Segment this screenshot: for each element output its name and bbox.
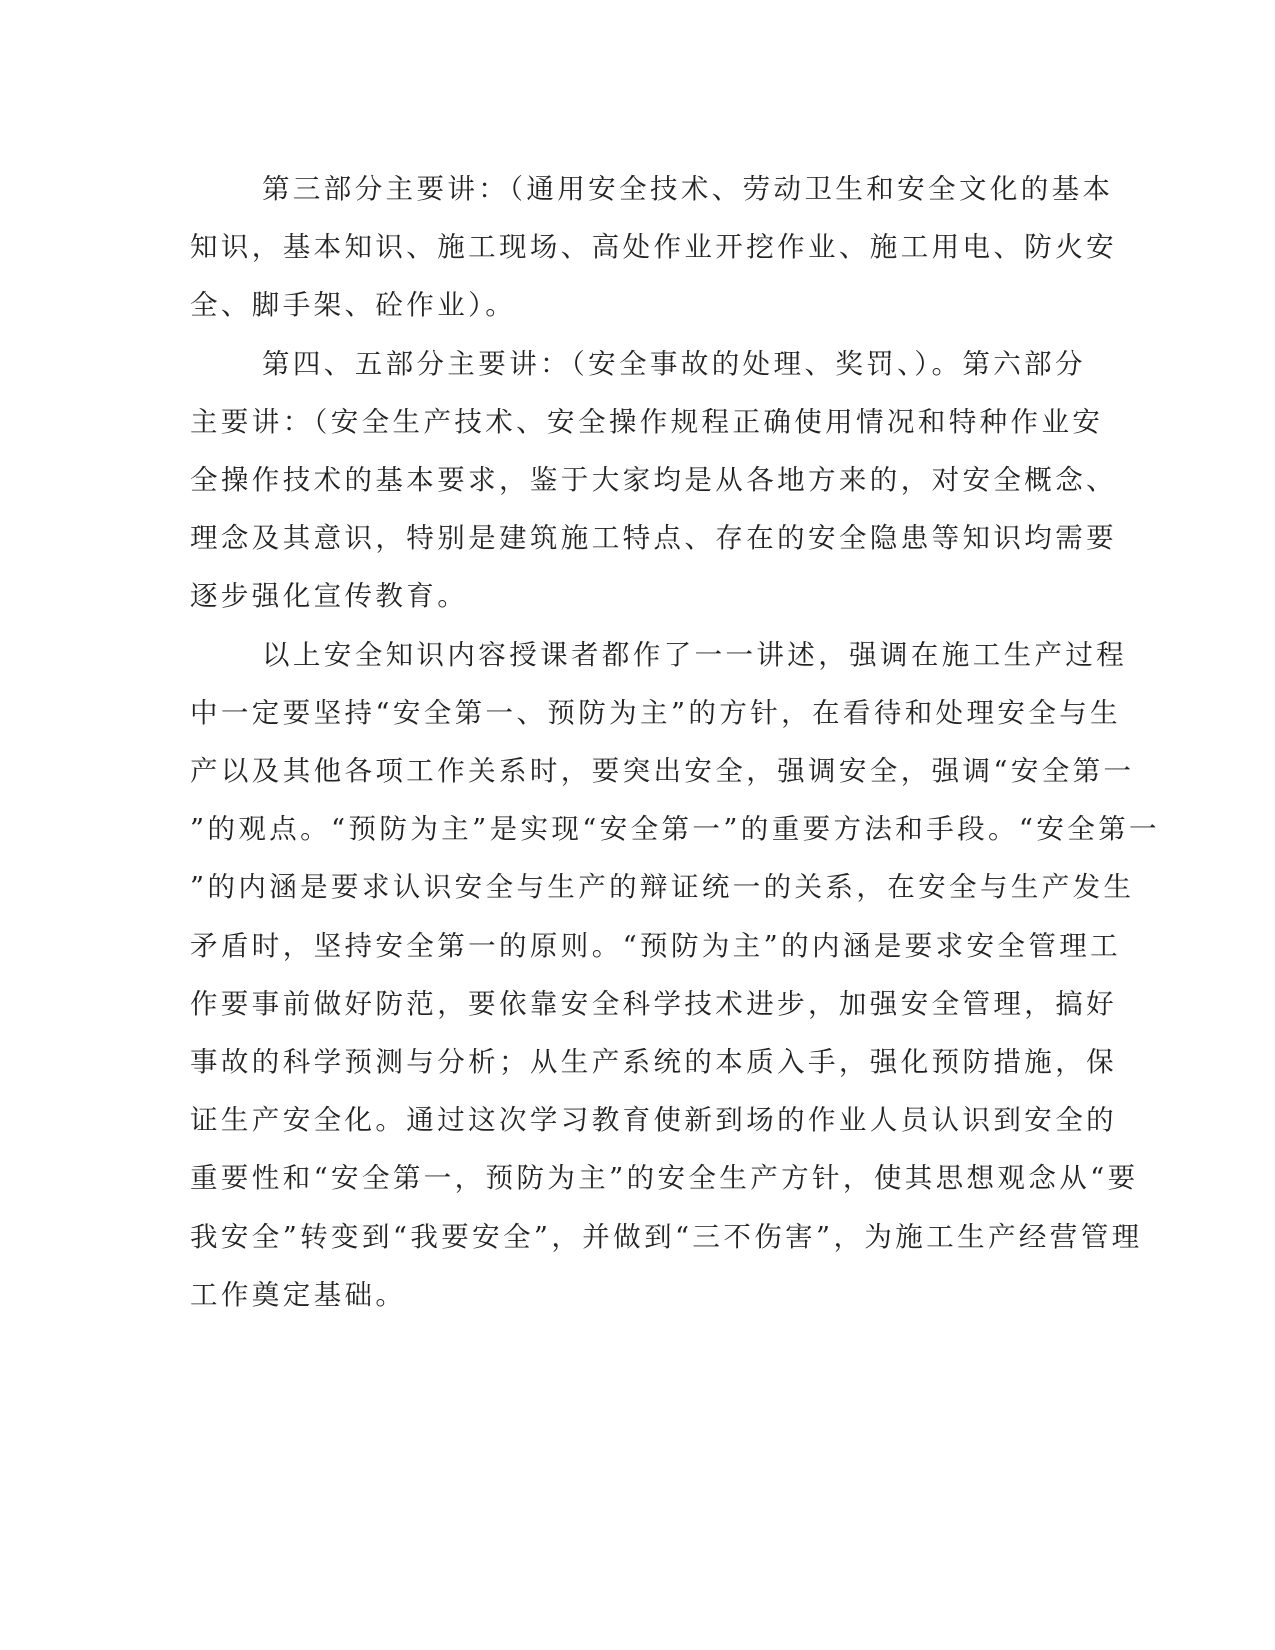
text-line: 以上安全知识内容授课者都作了一一讲述，强调在施工生产过程: [262, 638, 1128, 671]
text-line: 工作奠定基础。: [190, 1278, 407, 1311]
text-line: 逐步强化宣传教育。: [190, 580, 469, 613]
text-line: 矛盾时，坚持安全第一的原则。“预防为主”的内涵是要求安全管理工: [190, 929, 1122, 962]
text-line: ”的观点。“预防为主”是实现“安全第一”的重要方法和手段。“安全第一: [190, 813, 1160, 846]
text-line: 事故的科学预测与分析；从生产系统的本质入手，强化预防措施，保: [190, 1046, 1117, 1079]
text-line: 重要性和“安全第一，预防为主”的安全生产方针，使其思想观念从“要: [190, 1162, 1139, 1195]
text-line: 全、脚手架、砼作业）。: [190, 289, 517, 322]
paragraph-part-three: [190, 160, 1117, 335]
text-line: 第四、五部分主要讲：（安全事故的处理、奖罚、）。第六部分: [262, 347, 1086, 380]
text-line: 理念及其意识，特别是建筑施工特点、存在的安全隐患等知识均需要: [190, 522, 1117, 555]
text-line: 我安全”转变到“我要安全”，并做到“三不伤害”，为施工生产经营管理: [190, 1220, 1143, 1253]
paragraph-part-four-five-six: [190, 335, 1117, 626]
text-line: 中一定要坚持“安全第一、预防为主”的方针，在看待和处理安全与生: [190, 696, 1122, 729]
document-body: [190, 160, 1160, 1324]
text-line: ”的内涵是要求认识安全与生产的辩证统一的关系，在安全与生产发生: [190, 871, 1135, 904]
text-line: 主要讲：（安全生产技术、安全操作规程正确使用情况和特种作业安: [190, 405, 1104, 438]
text-line: 作要事前做好防范，要依靠安全科学技术进步，加强安全管理，搞好: [190, 987, 1117, 1020]
text-line: 产以及其他各项工作关系时，要突出安全，强调安全，强调“安全第一: [190, 755, 1135, 788]
text-line: 全操作技术的基本要求，鉴于大家均是从各地方来的，对安全概念、: [190, 464, 1117, 497]
text-line: 第三部分主要讲：（通用安全技术、劳动卫生和安全文化的基本: [262, 173, 1114, 205]
text-line: 知识，基本知识、施工现场、高处作业开挖作业、施工用电、防火安: [190, 231, 1117, 264]
text-line: 证生产安全化。通过这次学习教育使新到场的作业人员认识到安全的: [190, 1104, 1117, 1137]
paragraph-summary: [190, 626, 1160, 1324]
